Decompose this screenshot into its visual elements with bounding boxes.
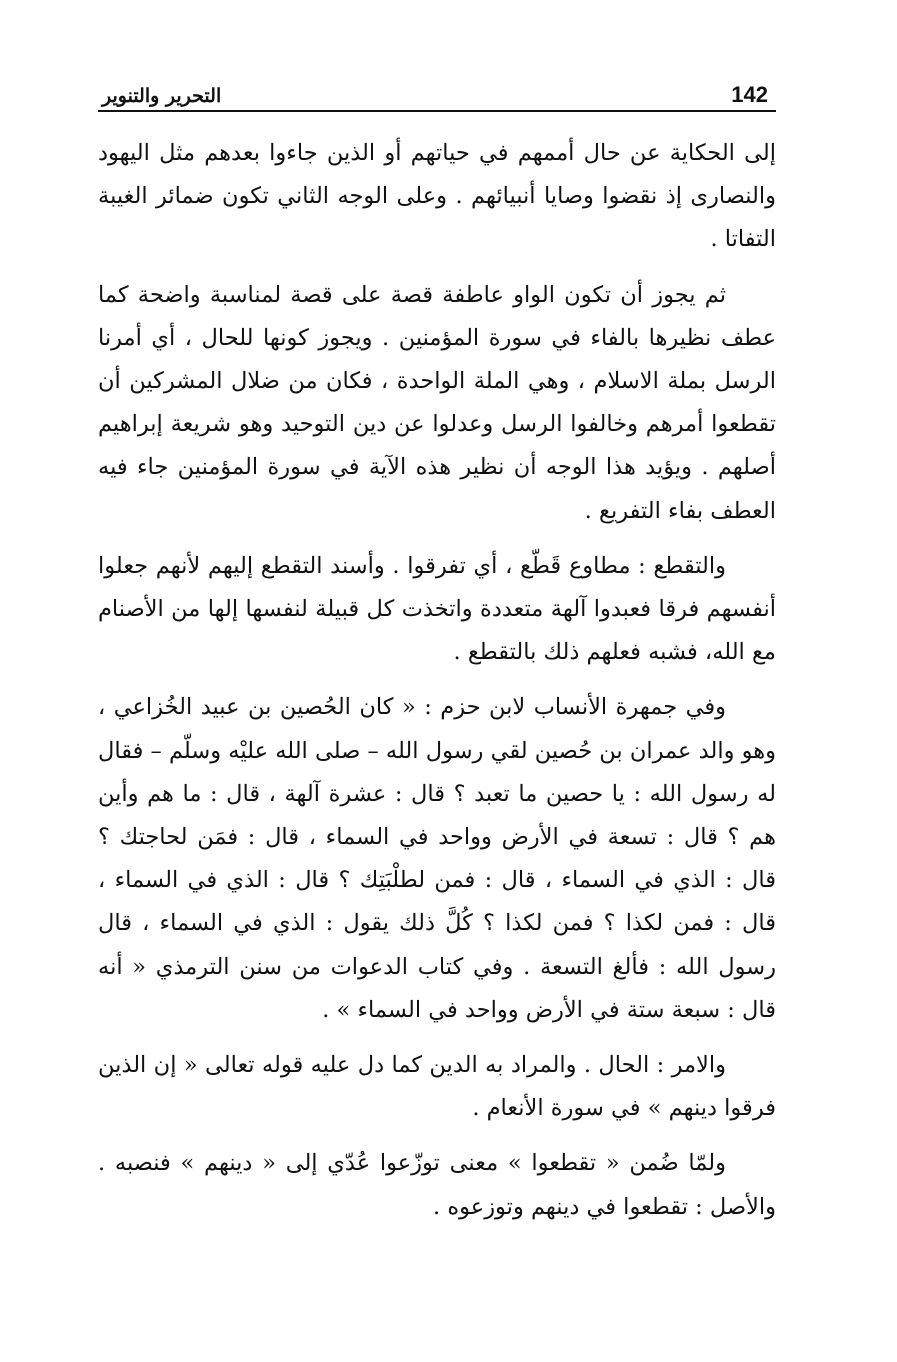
paragraph: إلى الحكاية عن حال أممهم في حياتهم أو الذين جاءوا بعدهم مثل اليهود والنصارى إذ نقضوا وصايا أنبيائهم . وعلى الوجه الثاني تكون ضمائر الغيبة التفاتا .	[98, 140, 776, 253]
book-page	[98, 78, 776, 1241]
paragraph: والامر : الحال . والمراد به الدين كما دل عليه قوله تعالى « إن الذين فرقوا دينهم » في سورة الأنعام .	[98, 1052, 776, 1122]
paragraph: ثم يجوز أن تكون الواو عاطفة قصة على قصة لمناسبة واضحة كما عطف نظيرها بالفاء في سورة المؤمنين . ويجوز كونها للحال ، أي أمرنا الرسل بملة الاسلام ، وهي الملة الواحدة ، فكان من ضلال المشركين أن تقطعوا أمرهم وخالفوا الرسل وعدلوا عن دين التوحيد وهو شريعة إبراهيم أصلهم . ويؤيد هذا الوجه أن نظير هذه الآية في سورة المؤمنين جاء فيه العطف بفاء التفريع .	[98, 281, 776, 524]
body-text	[98, 132, 776, 1229]
book-title: التحرير والتنوير	[102, 85, 222, 107]
paragraph: والتقطع : مطاوع قَطّع ، أي تفرقوا . وأسند التقطع إليهم لأنهم جعلوا أنفسهم فرقا فعبدوا آلهة متعددة واتخذت كل قبيلة لنفسها إلها من الأصنام مع الله، فشبه فعلهم ذلك بالتقطع .	[98, 552, 776, 666]
header-rule	[98, 110, 776, 112]
paragraph: وفي جمهرة الأنساب لابن حزم : « كان الحُصين بن عبيد الخُزاعي ، وهو والد عمران بن حُصين لقي رسول الله – صلى الله عليْه وسلّم – فقال له رسول الله : يا حصين ما تعبد ؟ قال : عشرة آلهة ، قال : ما هم وأين هم ؟ قال : تسعة في الأرض وواحد في السماء ، قال : فمَن لحاجتك ؟ قال : الذي في السماء ، قال : فمن لطلْبَتِك ؟ قال : الذي في السماء ، قال : فمن لكذا ؟ فمن لكذا ؟ كُلَّ ذلك يقول : الذي في السماء ، قال رسول الله : فألغ التسعة . وفي كتاب الدعوات من سنن الترمذي « أنه قال : سبعة ستة في الأرض وواحد في السماء » .	[98, 694, 776, 1023]
paragraph: ولمّا ضُمن « تقطعوا » معنى توزّعوا عُدّي إلى « دينهم » فنصبه . والأصل : تقطعوا في دينهم وتوزعوه .	[98, 1150, 776, 1220]
page-number: 142	[731, 82, 768, 107]
running-header	[98, 78, 776, 108]
